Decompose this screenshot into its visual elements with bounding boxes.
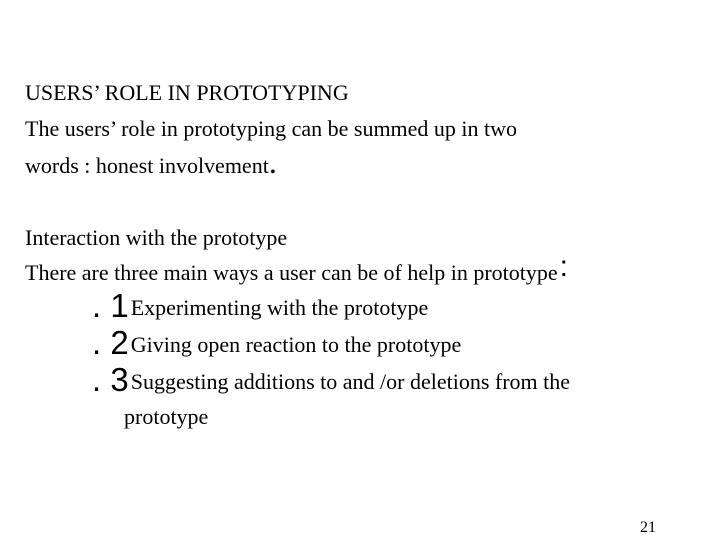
list-marker-1: . 1	[92, 287, 129, 324]
list-marker-3: . 3	[92, 361, 129, 398]
slide-heading: USERS’ ROLE IN PROTOTYPING	[25, 80, 349, 105]
list-item-3-continuation: prototype	[124, 404, 209, 429]
intro-period: .	[268, 144, 277, 180]
page-number: 21	[640, 519, 656, 536]
list-item-2	[92, 324, 462, 361]
subheading: Interaction with the prototype	[25, 225, 288, 250]
intro-line-2	[25, 144, 277, 180]
ways-line-text: There are three main ways a user can be of help in prototype	[25, 260, 558, 285]
ways-colon: :	[559, 250, 569, 283]
intro-line-1: The users’ role in prototyping can be summed up in two	[25, 116, 518, 141]
list-item-1	[92, 287, 429, 324]
ways-line	[25, 250, 569, 286]
list-text-2: Giving open reaction to the prototype	[130, 332, 462, 357]
list-marker-2: . 2	[92, 324, 129, 361]
intro-line-2-text: words : honest involvement	[25, 153, 269, 178]
list-text-3: Suggesting additions to and /or deletions from the	[130, 369, 571, 394]
list-item-3	[92, 361, 571, 398]
list-text-1: Experimenting with the prototype	[130, 295, 429, 320]
